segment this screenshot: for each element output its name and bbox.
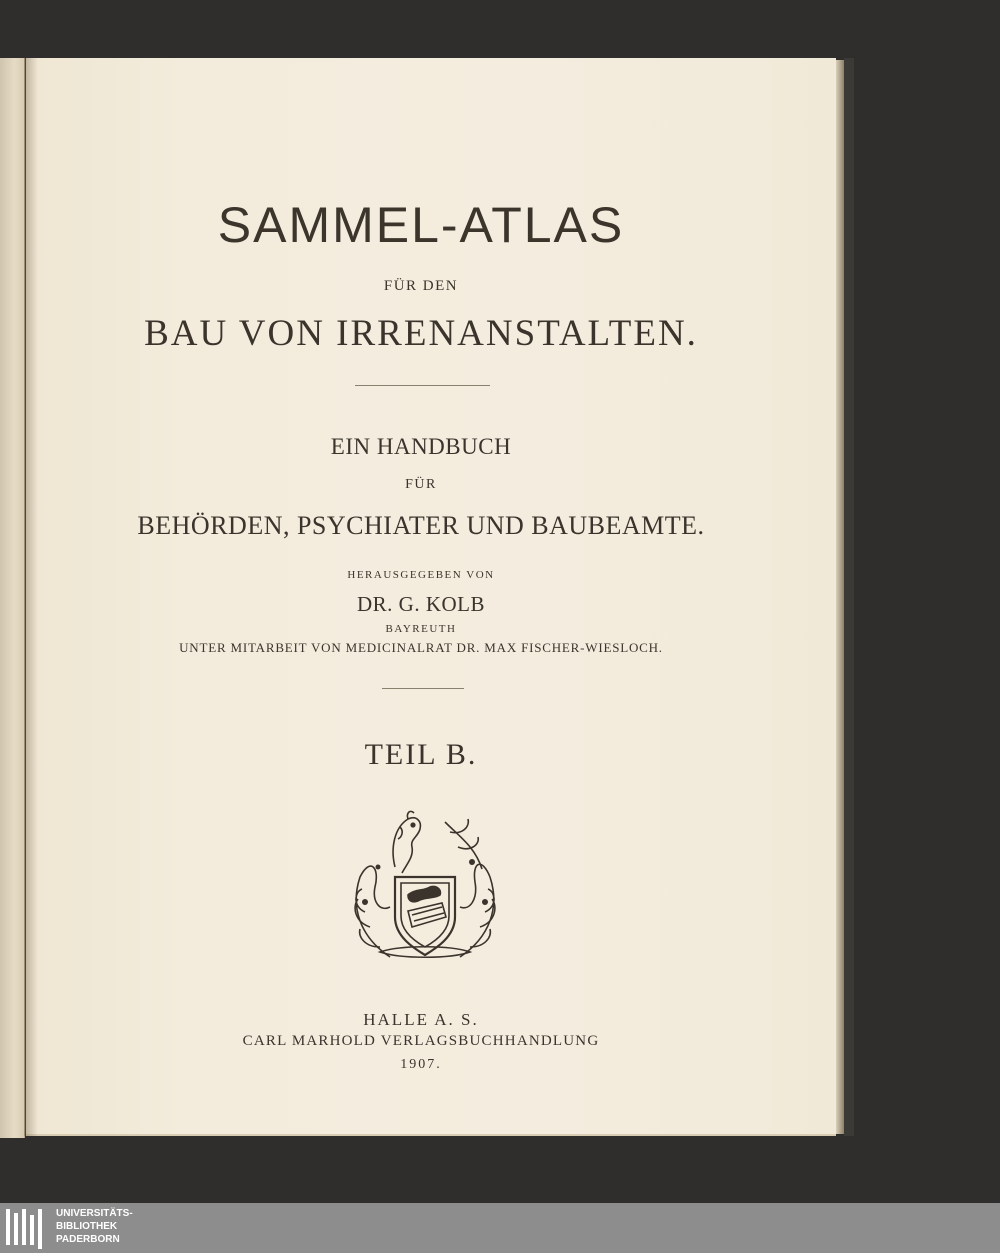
book-subtitle: BAU VON IRRENANSTALTEN. (144, 313, 698, 354)
library-logo-icon (0, 1203, 52, 1253)
publisher-name: CARL MARHOLD VERLAGSBUCHHANDLUNG (242, 1033, 600, 1049)
editor-name: DR. G. KOLB (356, 592, 485, 616)
library-name-line: UNIVERSITÄTS- (56, 1208, 133, 1219)
editor-city: BAYREUTH (385, 623, 457, 635)
library-name (56, 1207, 133, 1246)
library-name-line: PADERBORN (56, 1234, 120, 1245)
audience-line: BEHÖRDEN, PSYCHIATER UND BAUBEAMTE. (137, 511, 705, 540)
collaboration-line: UNTER MITARBEIT VON MEDICINALRAT DR. MAX FISCHER-WIESLOCH. (179, 640, 663, 655)
publisher-emblem-icon (350, 807, 500, 967)
divider-rule (382, 688, 464, 689)
library-name-line: BIBLIOTHEK (56, 1221, 118, 1232)
left-page-edge (0, 58, 25, 1138)
part-label: TEIL B. (364, 738, 478, 771)
publication-year: 1907. (400, 1057, 442, 1072)
book-title: SAMMEL-ATLAS (217, 197, 625, 253)
title-connector: FÜR DEN (383, 278, 459, 294)
page-edge (836, 60, 844, 1134)
handbook-connector: FÜR (405, 477, 437, 492)
library-footer (0, 1203, 1000, 1253)
book-cover-board (844, 58, 854, 1136)
divider-rule (355, 385, 490, 386)
editor-label: HERAUSGEGEBEN VON (347, 569, 495, 581)
handbook-line: EIN HANDBUCH (330, 434, 512, 459)
publication-place: HALLE A. S. (363, 1010, 479, 1029)
